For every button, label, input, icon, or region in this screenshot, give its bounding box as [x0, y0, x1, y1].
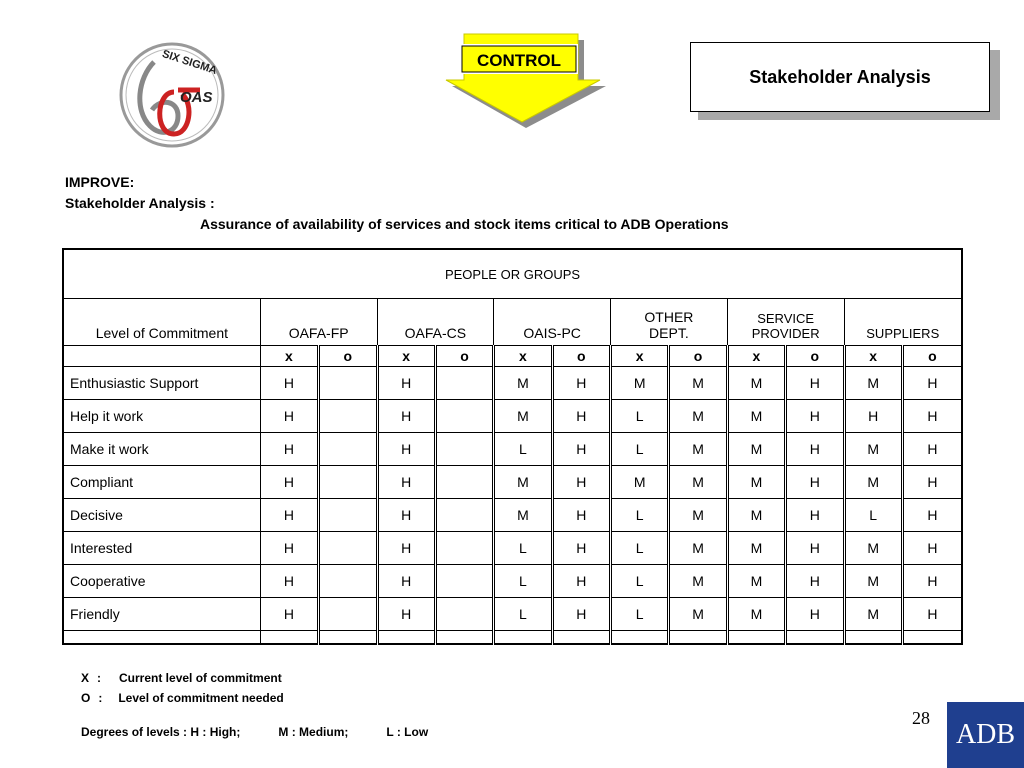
group-col-header: OAFA-FP [260, 299, 377, 346]
o-header: o [902, 346, 962, 367]
rating-cell: M [669, 598, 727, 631]
control-arrow [440, 30, 610, 130]
commitment-level-label: Cooperative [63, 565, 260, 598]
rating-cell: H [377, 565, 435, 598]
table-row [63, 367, 962, 400]
rating-cell: M [844, 532, 902, 565]
o-header: o [435, 346, 493, 367]
rating-cell: M [669, 433, 727, 466]
table-row [63, 466, 962, 499]
rating-cell: H [260, 466, 318, 499]
rating-cell: H [552, 565, 610, 598]
rating-cell: M [669, 466, 727, 499]
rating-cell: L [611, 400, 669, 433]
commitment-level-label: Help it work [63, 400, 260, 433]
rating-cell: H [902, 598, 962, 631]
rating-cell: M [669, 499, 727, 532]
o-header: o [786, 346, 844, 367]
rating-cell [319, 565, 377, 598]
rating-cell: H [902, 565, 962, 598]
rating-cell: M [727, 433, 785, 466]
rating-cell: H [377, 532, 435, 565]
rating-cell: L [611, 499, 669, 532]
rating-cell: M [669, 367, 727, 400]
rating-cell [319, 532, 377, 565]
rating-cell [435, 466, 493, 499]
rating-cell: H [377, 466, 435, 499]
rating-cell: H [786, 499, 844, 532]
x-header: x [494, 346, 552, 367]
rating-cell: H [377, 598, 435, 631]
rating-cell: M [494, 499, 552, 532]
table-row [63, 400, 962, 433]
rating-cell [435, 433, 493, 466]
rating-cell: M [727, 400, 785, 433]
rating-cell: M [844, 565, 902, 598]
legend-x: X : Current level of commitment [81, 671, 282, 685]
rating-cell: M [611, 367, 669, 400]
commitment-level-label: Friendly [63, 598, 260, 631]
rating-cell: M [494, 400, 552, 433]
rating-cell: H [786, 400, 844, 433]
rating-cell: H [260, 367, 318, 400]
rating-cell: H [902, 466, 962, 499]
rating-cell [319, 400, 377, 433]
commitment-level-label: Decisive [63, 499, 260, 532]
x-header: x [611, 346, 669, 367]
down-arrow-icon [440, 30, 610, 130]
group-col-header: SUPPLIERS [844, 299, 962, 346]
rating-cell [319, 466, 377, 499]
group-col-header: OTHER DEPT. [611, 299, 728, 346]
description: Assurance of availability of services and stock items critical to ADB Operations [200, 216, 729, 232]
xo-blank [63, 346, 260, 367]
commitment-level-label: Compliant [63, 466, 260, 499]
improve-label: IMPROVE: [65, 174, 135, 190]
group-col-header: OAFA-CS [377, 299, 494, 346]
first-col-header: Level of Commitment [63, 299, 260, 346]
rating-cell: L [494, 598, 552, 631]
rating-cell: H [902, 400, 962, 433]
rating-cell: L [611, 565, 669, 598]
rating-cell: H [260, 532, 318, 565]
x-header: x [377, 346, 435, 367]
rating-cell [319, 367, 377, 400]
rating-cell [435, 598, 493, 631]
commitment-level-label: Interested [63, 532, 260, 565]
six-sigma-oas-logo [116, 40, 228, 150]
stakeholder-table [62, 248, 963, 645]
rating-cell: L [494, 532, 552, 565]
rating-cell: H [552, 367, 610, 400]
subtitle: Stakeholder Analysis : [65, 195, 215, 211]
group-header: PEOPLE OR GROUPS [63, 249, 962, 299]
rating-cell: L [494, 433, 552, 466]
x-header: x [727, 346, 785, 367]
rating-cell: H [260, 565, 318, 598]
rating-cell: H [902, 367, 962, 400]
rating-cell: M [844, 466, 902, 499]
legend-o: O : Level of commitment needed [81, 691, 284, 705]
rating-cell: H [786, 532, 844, 565]
commitment-level-label: Enthusiastic Support [63, 367, 260, 400]
logo-brand-text: OAS [180, 89, 213, 106]
legend-degrees: Degrees of levels : H : High; M : Medium; L : Low [81, 725, 429, 739]
rating-cell: M [727, 367, 785, 400]
rating-cell: M [669, 532, 727, 565]
rating-cell [435, 565, 493, 598]
rating-cell: M [669, 400, 727, 433]
rating-cell: M [844, 598, 902, 631]
rating-cell: M [844, 433, 902, 466]
rating-cell: H [902, 433, 962, 466]
group-col-header: SERVICE PROVIDER [727, 299, 844, 346]
spacer-row [63, 631, 962, 645]
rating-cell [319, 499, 377, 532]
rating-cell: L [611, 598, 669, 631]
rating-cell: M [727, 598, 785, 631]
rating-cell: H [552, 499, 610, 532]
rating-cell: L [844, 499, 902, 532]
rating-cell: H [552, 532, 610, 565]
o-header: o [669, 346, 727, 367]
x-header: x [844, 346, 902, 367]
rating-cell: L [611, 532, 669, 565]
rating-cell: H [552, 433, 610, 466]
rating-cell: H [902, 499, 962, 532]
rating-cell [319, 433, 377, 466]
commitment-level-label: Make it work [63, 433, 260, 466]
page-number: 28 [912, 708, 930, 728]
rating-cell: H [552, 400, 610, 433]
o-header: o [319, 346, 377, 367]
rating-cell: H [552, 466, 610, 499]
rating-cell [435, 367, 493, 400]
rating-cell: H [377, 400, 435, 433]
xo-header-row [63, 346, 962, 367]
rating-cell: M [844, 367, 902, 400]
logo-top-text: SIX SIGMA [160, 48, 219, 78]
rating-cell: H [786, 598, 844, 631]
rating-cell: H [260, 499, 318, 532]
rating-cell: M [494, 367, 552, 400]
title-box: Stakeholder Analysis [690, 42, 990, 112]
rating-cell: M [494, 466, 552, 499]
table-row [63, 433, 962, 466]
group-col-header: OAIS-PC [494, 299, 611, 346]
adb-logo: ADB [947, 702, 1024, 768]
rating-cell [435, 499, 493, 532]
table-row [63, 499, 962, 532]
rating-cell: H [260, 400, 318, 433]
rating-cell: H [786, 466, 844, 499]
rating-cell: H [786, 565, 844, 598]
rating-cell: H [260, 433, 318, 466]
rating-cell: H [552, 598, 610, 631]
rating-cell: H [377, 433, 435, 466]
six-sigma-logo-icon [116, 40, 228, 150]
rating-cell [319, 598, 377, 631]
rating-cell [435, 532, 493, 565]
control-label: CONTROL [476, 51, 562, 70]
x-header: x [260, 346, 318, 367]
table-row [63, 532, 962, 565]
rating-cell: H [902, 532, 962, 565]
rating-cell: M [727, 565, 785, 598]
table-row [63, 598, 962, 631]
rating-cell: H [786, 367, 844, 400]
rating-cell: H [377, 499, 435, 532]
rating-cell: M [727, 499, 785, 532]
rating-cell: L [494, 565, 552, 598]
rating-cell [435, 400, 493, 433]
table-row [63, 565, 962, 598]
rating-cell: H [844, 400, 902, 433]
rating-cell: M [669, 565, 727, 598]
rating-cell: H [260, 598, 318, 631]
rating-cell: M [611, 466, 669, 499]
group-header-row [63, 249, 962, 299]
rating-cell: H [377, 367, 435, 400]
rating-cell: M [727, 466, 785, 499]
o-header: o [552, 346, 610, 367]
column-header-row [63, 299, 962, 346]
rating-cell: H [786, 433, 844, 466]
rating-cell: L [611, 433, 669, 466]
rating-cell: M [727, 532, 785, 565]
